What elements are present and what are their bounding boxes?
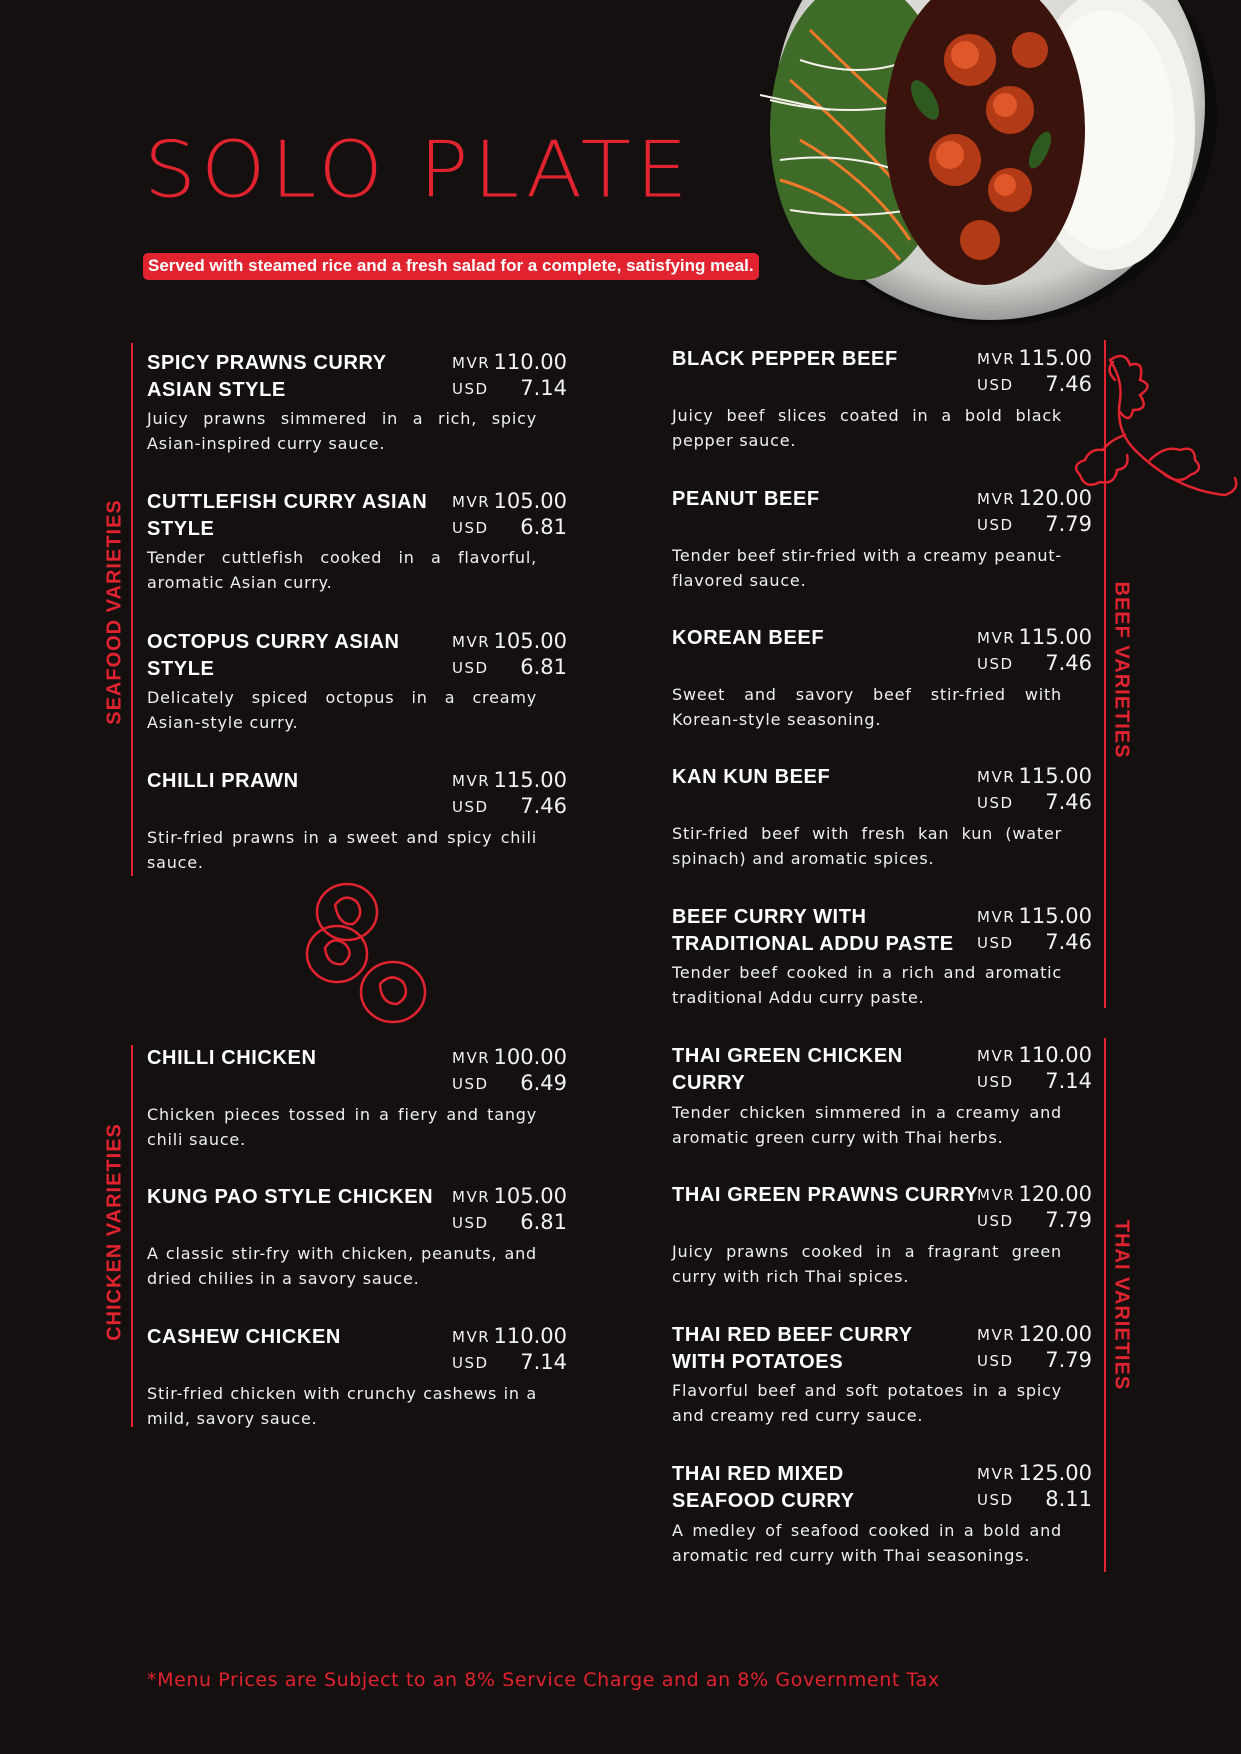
- price-value: 125.00: [1018, 1461, 1092, 1485]
- price-value: 6.81: [520, 1210, 567, 1234]
- menu-item-thai-red-beef-curry: [672, 1322, 1092, 1452]
- price-value: 105.00: [493, 1184, 567, 1208]
- currency-label: MVR: [452, 1328, 491, 1346]
- price-value: 110.00: [493, 1324, 567, 1348]
- currency-label: MVR: [452, 633, 491, 651]
- menu-item-thai-green-prawns-curry: [672, 1182, 1092, 1312]
- price-value: 7.14: [520, 376, 567, 400]
- price-mvr: [977, 1182, 1092, 1206]
- price-value: 8.11: [1045, 1487, 1092, 1511]
- thai-section-label: THAI VARIETIES: [1110, 1219, 1133, 1391]
- price-mvr: [977, 1043, 1092, 1067]
- menu-item-spicy-prawns-curry: [147, 350, 567, 480]
- menu-item-korean-beef: [672, 625, 1092, 755]
- price-usd: [977, 372, 1092, 396]
- menu-item-kung-pao-chicken: [147, 1184, 567, 1314]
- price-mvr: [977, 486, 1092, 510]
- price-value: 6.81: [520, 515, 567, 539]
- menu-item-thai-green-chicken-curry: [672, 1043, 1092, 1173]
- currency-label: USD: [452, 1075, 489, 1093]
- price-value: 115.00: [493, 768, 567, 792]
- currency-label: USD: [977, 655, 1014, 673]
- item-name: THAI GREEN CHICKEN CURRY: [672, 1045, 903, 1094]
- currency-label: USD: [452, 519, 489, 537]
- price-value: 120.00: [1018, 1322, 1092, 1346]
- item-description: Flavorful beef and soft potatoes in a spicy and creamy red curry sauce.: [672, 1381, 1062, 1425]
- item-name: BLACK PEPPER BEEF: [672, 348, 898, 370]
- currency-label: USD: [977, 1073, 1014, 1091]
- currency-label: MVR: [977, 1047, 1016, 1065]
- price-value: 7.79: [1045, 1208, 1092, 1232]
- price-value: 7.46: [1045, 790, 1092, 814]
- item-name: OCTOPUS CURRY ASIAN STYLE: [147, 631, 400, 680]
- item-name: CHILLI PRAWN: [147, 770, 299, 792]
- price-value: 100.00: [493, 1045, 567, 1069]
- menu-item-chilli-prawn: [147, 768, 567, 898]
- price-usd: [977, 1348, 1092, 1372]
- price-usd: [977, 790, 1092, 814]
- currency-label: MVR: [977, 908, 1016, 926]
- menu-item-peanut-beef: [672, 486, 1092, 616]
- item-description: Tender chicken simmered in a creamy and aromatic green curry with Thai herbs.: [672, 1103, 1062, 1147]
- currency-label: USD: [977, 376, 1014, 394]
- subtitle-banner: Served with steamed rice and a fresh salad for a complete, satisfying meal.: [143, 253, 759, 280]
- price-value: 7.46: [1045, 651, 1092, 675]
- item-description: Stir-fried prawns in a sweet and spicy chili sauce.: [147, 828, 537, 872]
- price-usd: [452, 794, 567, 818]
- currency-label: USD: [977, 1491, 1014, 1509]
- price-value: 115.00: [1018, 904, 1092, 928]
- seafood-divider: [131, 343, 133, 876]
- price-usd: [977, 930, 1092, 954]
- price-usd: [977, 1069, 1092, 1093]
- menu-item-thai-red-mixed-seafood-curry: [672, 1461, 1092, 1591]
- beef-section-label: BEEF VARIETIES: [1110, 581, 1133, 759]
- price-value: 110.00: [493, 350, 567, 374]
- price-usd: [977, 1208, 1092, 1232]
- item-name: BEEF CURRY WITH TRADITIONAL ADDU PASTE: [672, 906, 954, 955]
- page-title: SOLO PLATE: [144, 125, 693, 216]
- price-mvr: [452, 350, 567, 374]
- price-value: 120.00: [1018, 1182, 1092, 1206]
- item-description: A medley of seafood cooked in a bold and aromatic red curry with Thai seasonings.: [672, 1521, 1062, 1565]
- currency-label: USD: [977, 934, 1014, 952]
- item-description: Sweet and savory beef stir-fried with Korean-style seasoning.: [672, 685, 1062, 729]
- item-description: Tender cuttlefish cooked in a flavorful, aromatic Asian curry.: [147, 548, 537, 592]
- item-name: KAN KUN BEEF: [672, 766, 831, 788]
- item-name: THAI GREEN PRAWNS CURRY: [672, 1184, 979, 1206]
- price-value: 7.79: [1045, 512, 1092, 536]
- price-mvr: [452, 629, 567, 653]
- currency-label: USD: [452, 659, 489, 677]
- item-name: KOREAN BEEF: [672, 627, 825, 649]
- price-usd: [452, 1350, 567, 1374]
- currency-label: MVR: [452, 1049, 491, 1067]
- item-description: A classic stir-fry with chicken, peanuts, and dried chilies in a savory sauce.: [147, 1244, 537, 1288]
- seafood-section-label: SEAFOOD VARIETIES: [103, 499, 126, 725]
- price-value: 7.46: [1045, 930, 1092, 954]
- price-mvr: [977, 764, 1092, 788]
- currency-label: MVR: [977, 350, 1016, 368]
- price-value: 105.00: [493, 629, 567, 653]
- item-description: Stir-fried chicken with crunchy cashews in a mild, savory sauce.: [147, 1384, 537, 1428]
- price-value: 7.79: [1045, 1348, 1092, 1372]
- price-mvr: [977, 625, 1092, 649]
- currency-label: MVR: [977, 1186, 1016, 1204]
- item-name: THAI RED MIXED SEAFOOD CURRY: [672, 1463, 855, 1512]
- currency-label: USD: [977, 794, 1014, 812]
- currency-label: USD: [977, 1352, 1014, 1370]
- item-name: CASHEW CHICKEN: [147, 1326, 341, 1348]
- currency-label: MVR: [977, 490, 1016, 508]
- price-mvr: [977, 1461, 1092, 1485]
- chilli-slices-illustration-icon: [305, 880, 430, 1025]
- currency-label: USD: [452, 798, 489, 816]
- menu-item-kan-kun-beef: [672, 764, 1092, 894]
- price-value: 7.46: [1045, 372, 1092, 396]
- chicken-divider: [131, 1045, 133, 1427]
- food-plate-image: [740, 0, 1220, 340]
- item-name: KUNG PAO STYLE CHICKEN: [147, 1186, 434, 1208]
- price-value: 115.00: [1018, 764, 1092, 788]
- currency-label: MVR: [452, 354, 491, 372]
- price-value: 115.00: [1018, 346, 1092, 370]
- currency-label: MVR: [977, 768, 1016, 786]
- currency-label: USD: [977, 516, 1014, 534]
- chicken-section-label: CHICKEN VARIETIES: [103, 1123, 126, 1341]
- price-mvr: [977, 346, 1092, 370]
- price-mvr: [977, 1322, 1092, 1346]
- menu-item-beef-curry-addu: [672, 904, 1092, 1034]
- item-name: SPICY PRAWNS CURRY ASIAN STYLE: [147, 352, 387, 401]
- tax-footnote: *Menu Prices are Subject to an 8% Service Charge and an 8% Government Tax: [147, 1669, 940, 1691]
- price-value: 6.49: [520, 1071, 567, 1095]
- price-value: 7.14: [1045, 1069, 1092, 1093]
- price-mvr: [977, 904, 1092, 928]
- price-usd: [452, 1210, 567, 1234]
- item-name: CUTTLEFISH CURRY ASIAN STYLE: [147, 491, 428, 540]
- item-name: PEANUT BEEF: [672, 488, 820, 510]
- item-name: THAI RED BEEF CURRY WITH POTATOES: [672, 1324, 913, 1373]
- menu-item-black-pepper-beef: [672, 346, 1092, 476]
- price-value: 105.00: [493, 489, 567, 513]
- price-mvr: [452, 768, 567, 792]
- item-description: Delicately spiced octopus in a creamy Asian-style curry.: [147, 688, 537, 732]
- item-description: Chicken pieces tossed in a fiery and tangy chili sauce.: [147, 1105, 537, 1149]
- price-usd: [977, 512, 1092, 536]
- price-mvr: [452, 489, 567, 513]
- price-value: 120.00: [1018, 486, 1092, 510]
- price-usd: [977, 1487, 1092, 1511]
- price-usd: [452, 1071, 567, 1095]
- price-mvr: [452, 1184, 567, 1208]
- price-value: 115.00: [1018, 625, 1092, 649]
- price-usd: [452, 376, 567, 400]
- item-description: Juicy prawns simmered in a rich, spicy Asian-inspired curry sauce.: [147, 409, 537, 453]
- item-name: CHILLI CHICKEN: [147, 1047, 317, 1069]
- price-mvr: [452, 1045, 567, 1069]
- thai-divider: [1104, 1038, 1106, 1572]
- price-value: 110.00: [1018, 1043, 1092, 1067]
- currency-label: USD: [452, 380, 489, 398]
- price-usd: [452, 655, 567, 679]
- currency-label: MVR: [977, 1326, 1016, 1344]
- item-description: Juicy prawns cooked in a fragrant green curry with rich Thai spices.: [672, 1242, 1062, 1286]
- currency-label: MVR: [977, 629, 1016, 647]
- currency-label: USD: [452, 1214, 489, 1232]
- item-description: Tender beef stir-fried with a creamy peanut-flavored sauce.: [672, 546, 1062, 590]
- item-description: Stir-fried beef with fresh kan kun (water spinach) and aromatic spices.: [672, 824, 1062, 868]
- price-value: 7.46: [520, 794, 567, 818]
- currency-label: USD: [977, 1212, 1014, 1230]
- menu-item-cuttlefish-curry: [147, 489, 567, 619]
- currency-label: MVR: [452, 772, 491, 790]
- item-description: Juicy beef slices coated in a bold black pepper sauce.: [672, 406, 1062, 450]
- price-usd: [977, 651, 1092, 675]
- menu-item-cashew-chicken: [147, 1324, 567, 1454]
- currency-label: MVR: [977, 1465, 1016, 1483]
- menu-item-octopus-curry: [147, 629, 567, 759]
- price-value: 7.14: [520, 1350, 567, 1374]
- currency-label: MVR: [452, 493, 491, 511]
- currency-label: USD: [452, 1354, 489, 1372]
- price-mvr: [452, 1324, 567, 1348]
- menu-item-chilli-chicken: [147, 1045, 567, 1175]
- item-description: Tender beef cooked in a rich and aromatic traditional Addu curry paste.: [672, 963, 1062, 1007]
- price-value: 6.81: [520, 655, 567, 679]
- price-usd: [452, 515, 567, 539]
- currency-label: MVR: [452, 1188, 491, 1206]
